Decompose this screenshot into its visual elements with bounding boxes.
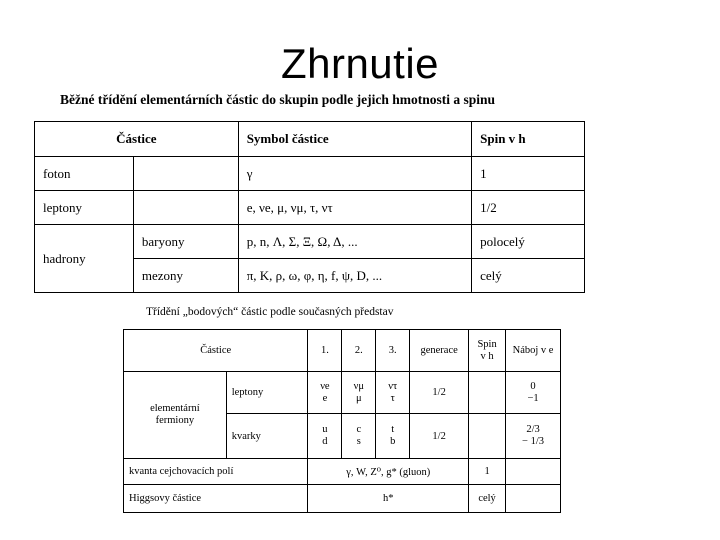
fermion-group-line1: elementární: [150, 403, 200, 414]
header-gen3: 3.: [376, 330, 410, 372]
quarks-gen3: [376, 414, 410, 459]
table-header-row: [124, 330, 561, 372]
header-charge: Náboj v e: [506, 330, 561, 372]
header-gen2: 2.: [342, 330, 376, 372]
leptons-gen3: [376, 372, 410, 414]
cell-line: νe: [320, 380, 330, 392]
empty-cell: [133, 191, 238, 225]
row-symbol: p, n, Λ, Σ, Ξ, Ω, Δ, ...: [238, 225, 471, 259]
cell-line: τ: [390, 392, 395, 404]
row-label-leptons: leptony: [226, 372, 308, 414]
quarks-spin: 1/2: [410, 414, 469, 459]
cell-line: b: [390, 436, 396, 447]
table-header-row: [35, 122, 585, 157]
empty-cell: [133, 157, 238, 191]
leptons-gen2: [342, 372, 376, 414]
table1-caption: Běžné třídění elementárních částic do skupin podle jejich hmotnosti a spinu: [60, 92, 496, 107]
table-row: [35, 225, 585, 259]
table-row: [124, 459, 561, 485]
row-spin: polocelý: [472, 225, 585, 259]
header-particle: Částice: [35, 122, 239, 157]
cell-line: 0: [530, 380, 536, 392]
quarks-charge: [506, 414, 561, 459]
fermion-group-line2: fermiony: [155, 415, 195, 426]
row-label-gauge: kvanta cejchovacích polí: [124, 459, 308, 485]
leptons-gen1: [308, 372, 342, 414]
header-spin: Spin v h: [472, 122, 585, 157]
cell-line: t: [391, 424, 395, 435]
header-symbol: Symbol částice: [238, 122, 471, 157]
row-label-quarks: kvarky: [226, 414, 308, 459]
row-label-higgs: Higgsovy částice: [124, 485, 308, 513]
higgs-spin: celý: [469, 485, 506, 513]
row-symbol: e, νe, μ, νμ, τ, ντ: [238, 191, 471, 225]
group-label-hadrony: hadrony: [35, 225, 134, 293]
particle-classification-table: [34, 121, 585, 293]
cell-line: e: [322, 392, 328, 404]
gauge-spin: 1: [469, 459, 506, 485]
table-row: [124, 372, 561, 414]
table-row: [124, 485, 561, 513]
table-row: [35, 157, 585, 191]
row-name: foton: [35, 157, 134, 191]
row-spin: celý: [472, 259, 585, 293]
row-name: mezony: [133, 259, 238, 293]
gauge-symbols: γ, W, Z⁰, g* (gluon): [308, 459, 469, 485]
empty-cell: [506, 485, 561, 513]
cell-line: ντ: [388, 380, 398, 392]
cell-line: − 1/3: [522, 436, 544, 447]
empty-cell: [469, 372, 506, 414]
row-name: leptony: [35, 191, 134, 225]
cell-line: νμ: [353, 380, 364, 392]
higgs-symbols: h*: [308, 485, 469, 513]
cell-line: −1: [527, 392, 539, 404]
table2-caption: Třídění „bodových“ částic podle současných představ: [146, 306, 394, 318]
empty-cell: [506, 459, 561, 485]
cell-line: d: [322, 436, 328, 447]
header-spin-line1: Spin: [477, 338, 497, 350]
table-row: [35, 191, 585, 225]
header-particle: Částice: [124, 330, 308, 372]
row-symbol: γ: [238, 157, 471, 191]
header-gen1: 1.: [308, 330, 342, 372]
header-spin: [469, 330, 506, 372]
cell-line: c: [356, 424, 362, 435]
cell-line: μ: [355, 392, 362, 404]
row-spin: 1: [472, 157, 585, 191]
row-name: baryony: [133, 225, 238, 259]
cell-line: s: [356, 436, 361, 447]
header-generation: generace: [410, 330, 469, 372]
row-spin: 1/2: [472, 191, 585, 225]
header-spin-line2: v h: [480, 350, 494, 362]
quarks-gen2: [342, 414, 376, 459]
row-symbol: π, K, ρ, ω, φ, η, f, ψ, D, ...: [238, 259, 471, 293]
fermion-group-label: [124, 372, 227, 459]
point-particle-table: [123, 329, 561, 513]
leptons-spin: 1/2: [410, 372, 469, 414]
empty-cell: [469, 414, 506, 459]
slide-title: Zhrnutie: [280, 40, 440, 87]
cell-line: 2/3: [526, 424, 540, 435]
quarks-gen1: [308, 414, 342, 459]
leptons-charge: [506, 372, 561, 414]
cell-line: u: [322, 424, 328, 435]
